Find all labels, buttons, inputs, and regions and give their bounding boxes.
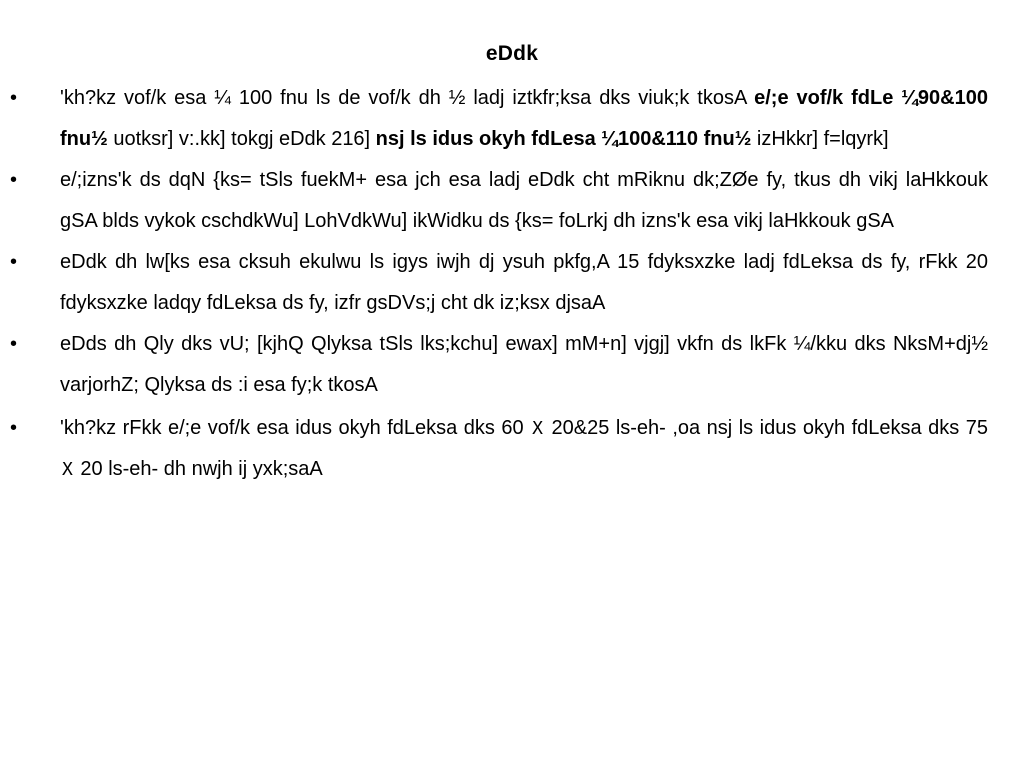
item-text: uotksr] v:.kk] tokgj eDdk 216] [107,128,376,150]
item-text: 20&25 ls-eh- ,oa nsj ls idus okyh fdLeksa dks 75 [544,417,988,439]
list-item [10,78,988,160]
list-item [10,242,988,324]
list-item [10,408,988,490]
bullet-icon: • [10,251,18,273]
bullet-list [10,78,988,490]
item-text: 'kh?kz vof/k esa ¼ 100 fnu ls de vof/k dh ½ ladj iztkfr;ksa dks viuk;k tkosA [60,87,755,109]
list-item [10,160,988,242]
item-text: eDds dh Qly dks vU; [kjhQ Qlyksa tSls lks;kchu] ewax] mM+n] vjgj] vkfn ds lkFk ¼/kku dks NksM+dj½ varjorhZ; Qlyksa ds :i esa fy;k tkosA [60,333,988,396]
slide-title: eDdk [485,42,539,65]
item-text: 'kh?kz rFkk e/;e vof/k esa idus okyh fdLeksa dks 60 [60,417,531,439]
item-text-bold: nsj ls idus okyh fdLesa ¼100&110 fnu½ [375,128,752,150]
bullet-icon: • [10,333,18,355]
bullet-icon: • [10,87,18,109]
item-text: 20 ls-eh- dh nwjh ij yxk;saA [74,458,323,480]
item-text: e/;izns'k ds dqN {ks= tSls fuekM+ esa jch esa ladj eDdk cht mRiknu dk;ZØe fy, tkus dh vikj laHkkouk gSA blds vykok cschdkWu] LohVdkWu] ikWidku ds {ks= foLrkj dh izns'k esa vikj laHkkouk gSA [60,169,988,232]
list-item [10,324,988,406]
bullet-icon: • [10,169,18,191]
item-text: izHkkr] f=lqyrk] [751,128,889,150]
item-text-bold: e/;e vof/k fdLe ¼90&100 fnu½ [60,87,988,150]
multiply-symbol: X [532,418,543,439]
item-text: eDdk dh lw[ks esa cksuh ekulwu ls igys iwjh dj ysuh pkfg,A 15 fdyksxzke ladj fdLeksa ds fy, rFkk 20 fdyksxzke ladqy fdLeksa ds fy, izfr gsDVs;j cht dk iz;ksx djsaA [60,251,988,314]
bullet-icon: • [10,417,18,439]
multiply-symbol: X [62,459,73,480]
